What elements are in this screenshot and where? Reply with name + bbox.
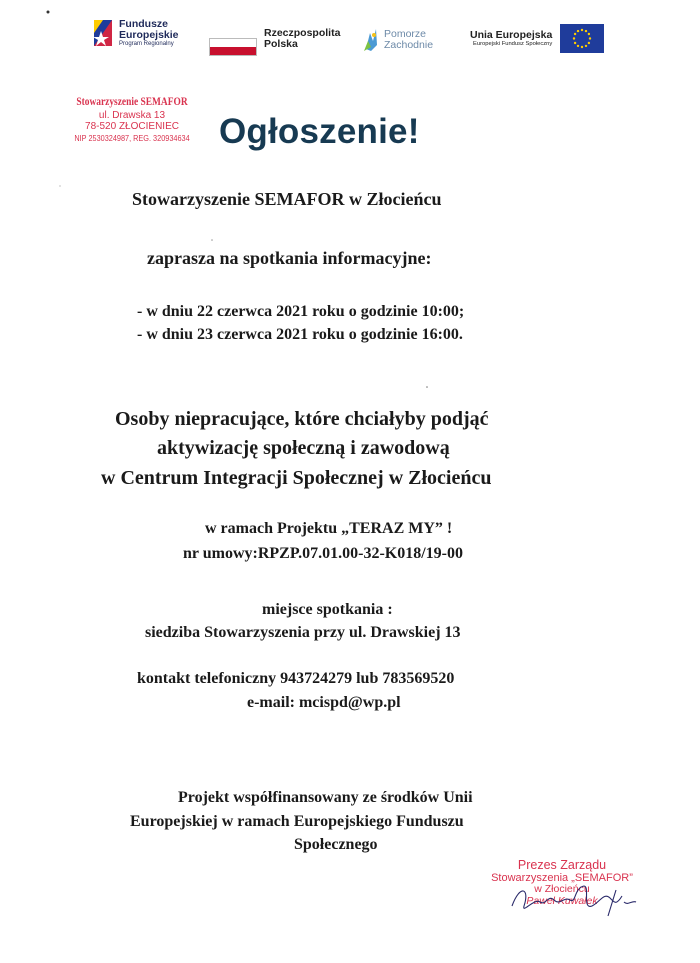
unia-line2: Europejski Fundusz Społeczny — [473, 40, 553, 47]
rzeczpospolita-line1: Rzeczpospolita — [264, 27, 341, 39]
pomorze-line1: Pomorze — [384, 27, 427, 40]
rzeczpospolita-polska-logo — [209, 27, 341, 51]
cofinance-line-1: Projekt współfinansowany ze środków Unii — [178, 789, 473, 806]
handwritten-signature — [504, 876, 644, 926]
page-title: Ogłoszenie! — [219, 112, 420, 151]
contact-phone: kontakt telefoniczny 943724279 lub 783569520 — [137, 670, 455, 687]
polish-flag-icon — [209, 38, 257, 56]
target-line-3: w Centrum Integracji Społecznej w Złocieńcu — [101, 467, 492, 489]
stamp-line3: 78-520 ZŁOCIENIEC — [85, 121, 179, 133]
project-name: w ramach Projektu „TERAZ MY” ! — [205, 520, 453, 537]
fundusze-europejskie-logo — [92, 16, 179, 50]
president-title: Prezes Zarządu — [517, 858, 607, 872]
target-line-2: aktywizację społeczną i zawodową — [157, 437, 450, 459]
invitation-line: zaprasza na spotkania informacyjne: — [147, 248, 432, 268]
rzeczpospolita-line2: Polska — [264, 38, 298, 51]
pomorze-zachodnie-icon — [362, 27, 380, 53]
meeting-date-2: - w dniu 23 czerwca 2021 roku o godzinie 16:00. — [137, 326, 463, 343]
fundusze-europejskie-icon — [92, 16, 114, 50]
stamp-line1: Stowarzyszenie SEMAFOR — [76, 96, 188, 108]
cofinance-line-3: Społecznego — [294, 836, 378, 853]
meeting-date-1: - w dniu 22 czerwca 2021 roku o godzinie 10:00; — [137, 303, 465, 320]
organization-name: Stowarzyszenie SEMAFOR w Złocieńcu — [132, 189, 442, 209]
unia-line1: Unia Europejska — [470, 28, 553, 41]
pomorze-line2: Zachodnie — [384, 39, 434, 51]
fundusze-line2: Europejskie — [119, 28, 179, 41]
contract-number: nr umowy:RPZP.07.01.00-32-K018/19-00 — [183, 545, 463, 562]
contact-email: e-mail: mcispd@wp.pl — [247, 694, 401, 711]
stamp-line2: ul. Drawska 13 — [98, 109, 166, 121]
organization-stamp — [58, 96, 206, 143]
unia-europejska-logo — [470, 24, 604, 53]
eu-flag-icon — [560, 24, 604, 53]
president-association: Stowarzyszenia „SEMAFOR” — [491, 872, 633, 884]
target-line-1: Osoby niepracujące, które chciałyby podjąć — [115, 408, 489, 430]
president-name: Paweł Kuwałek — [526, 895, 598, 908]
venue-address: siedziba Stowarzyszenia przy ul. Drawskiej 13 — [145, 624, 461, 641]
president-city: w Złocieńcu — [534, 883, 590, 896]
fundusze-line3: Program Regionalny — [119, 40, 174, 47]
venue-label: miejsce spotkania : — [262, 601, 393, 618]
fundusze-line1: Fundusze — [119, 17, 168, 30]
pomorze-zachodnie-logo — [362, 27, 433, 53]
stamp-line4: NIP 2530324987, REG. 320934634 — [74, 133, 190, 144]
cofinance-line-2: Europejskiej w ramach Europejskiego Funduszu — [130, 813, 464, 830]
